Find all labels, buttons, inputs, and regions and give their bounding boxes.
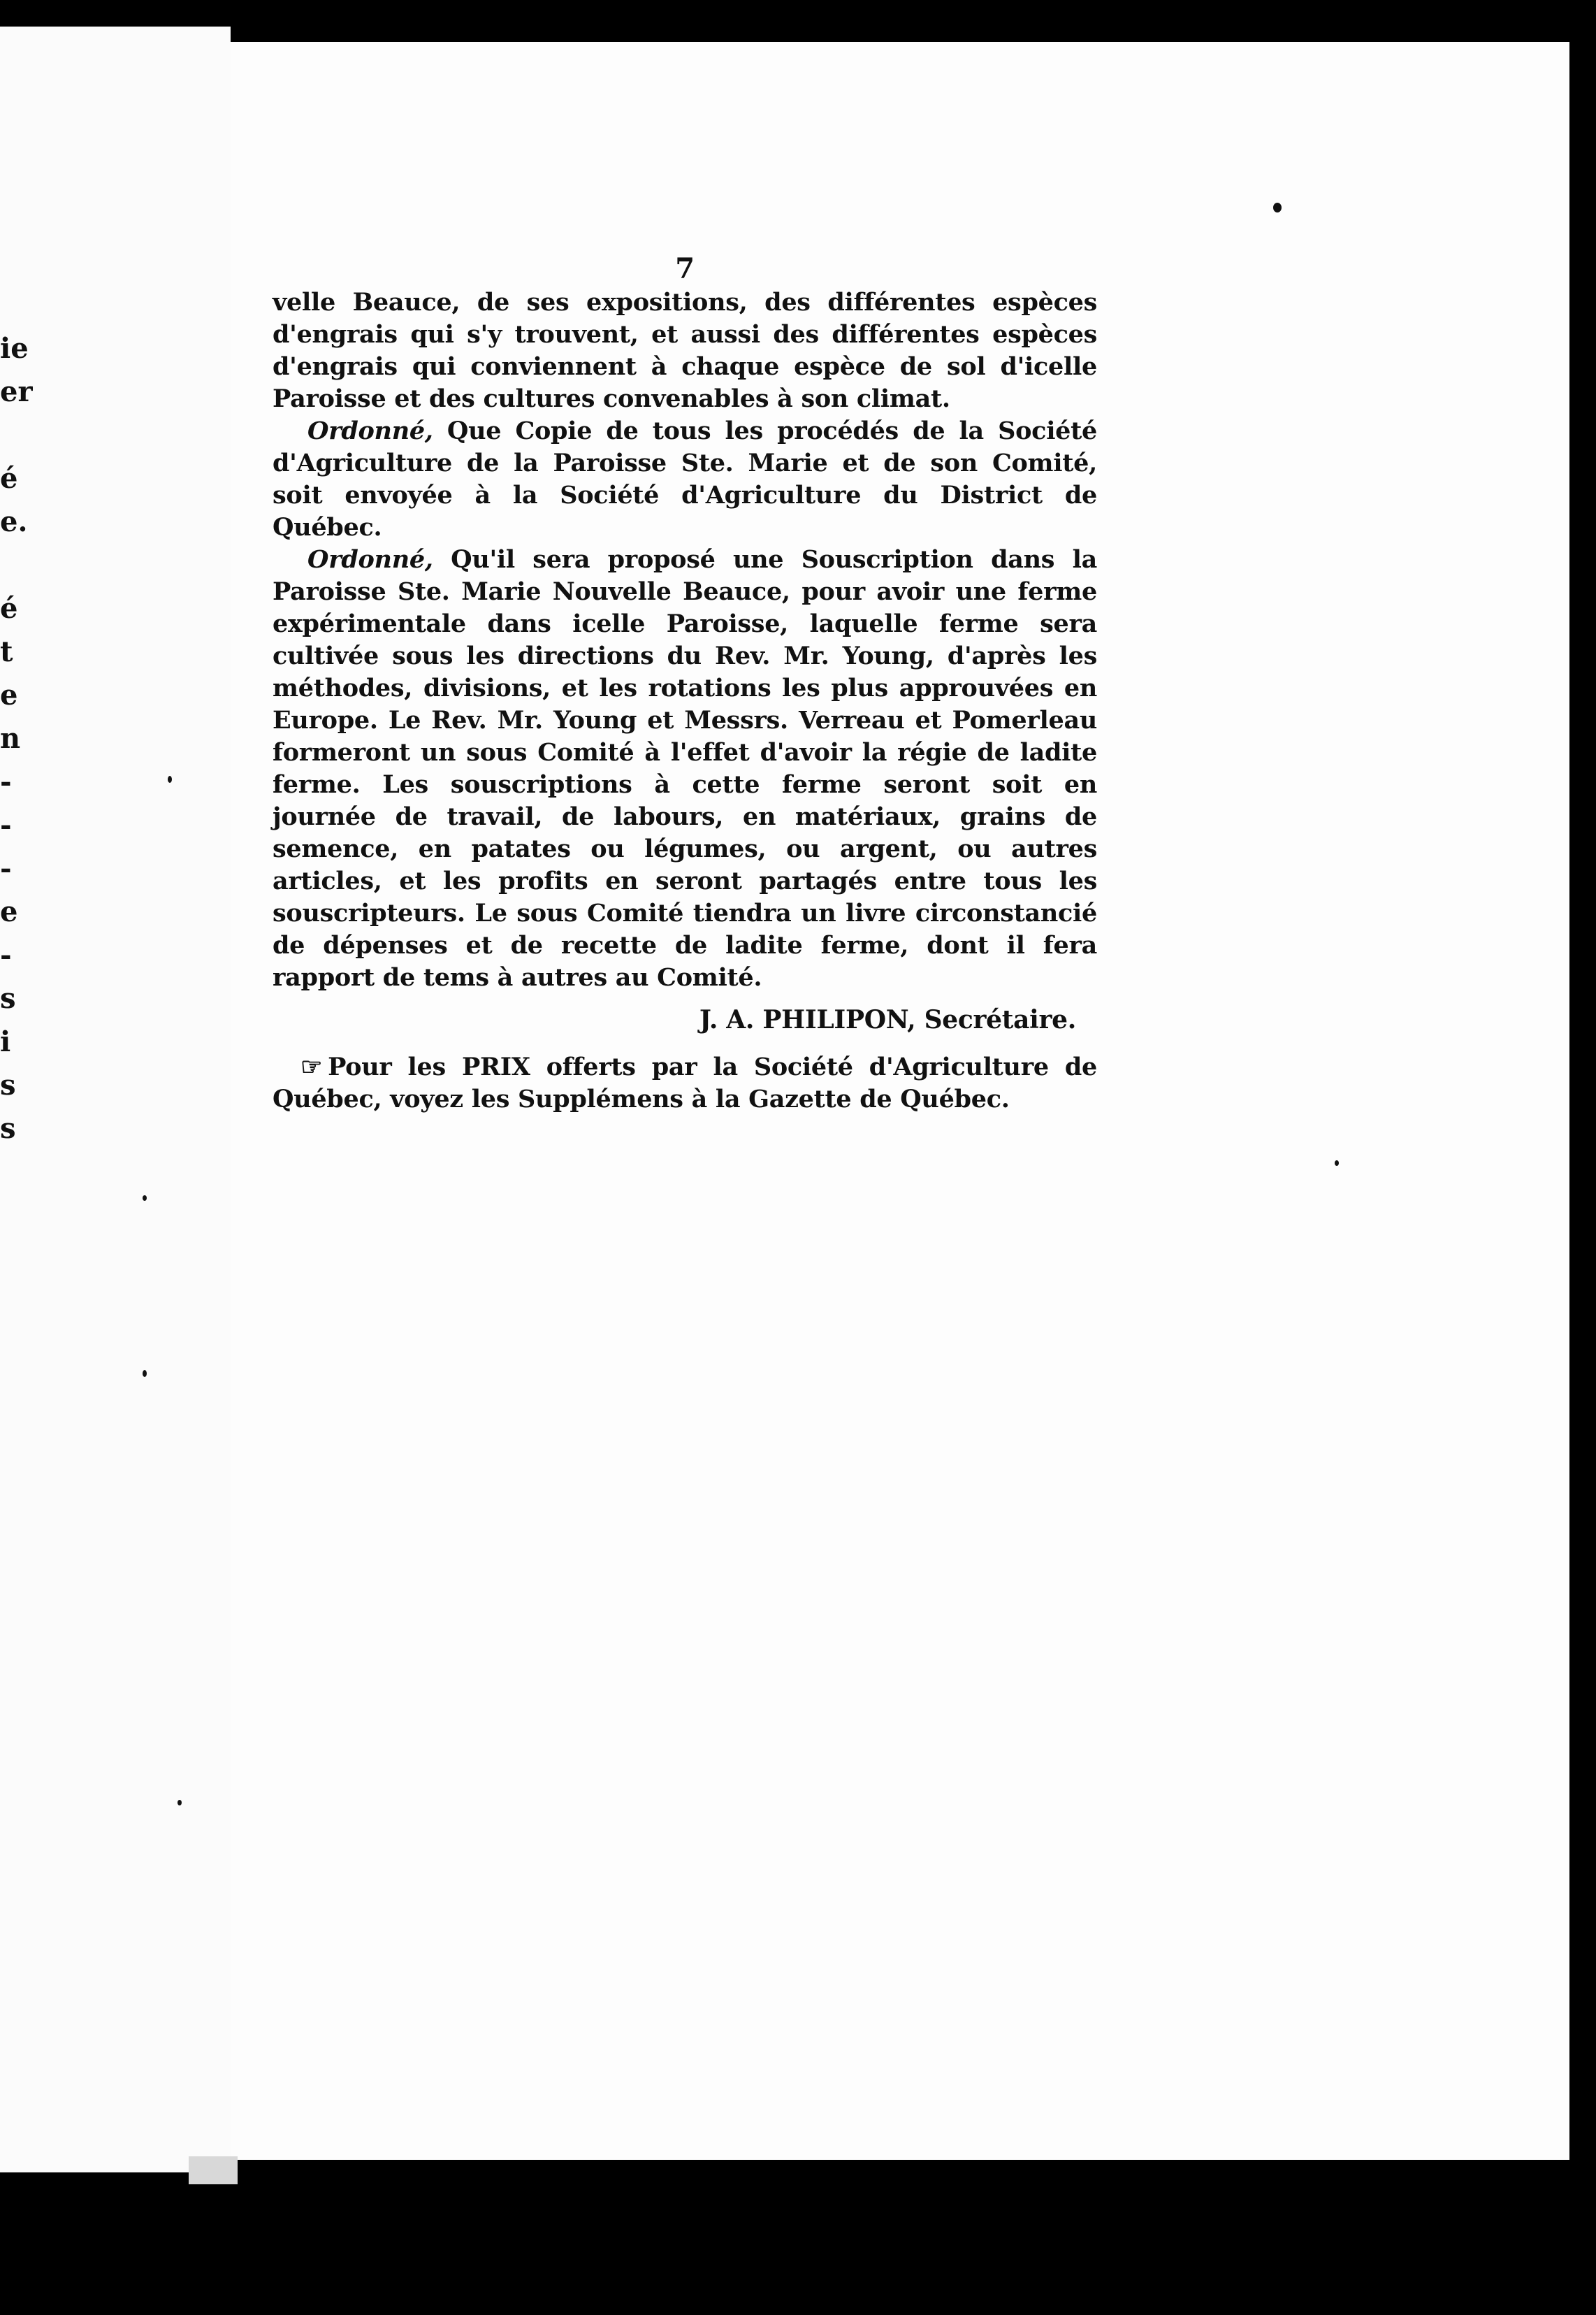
left-fringe-glyph <box>0 544 22 587</box>
left-fringe-glyph: e <box>0 895 18 928</box>
paragraph-3-lead: Ordonné, <box>307 545 433 574</box>
ink-speck <box>177 1800 182 1805</box>
left-fringe-glyph: - <box>0 852 12 885</box>
left-fringe-glyph: e. <box>0 505 28 538</box>
left-fringe-glyph: é <box>0 462 18 495</box>
ink-speck <box>1335 1160 1339 1166</box>
paragraph-1 <box>273 287 1097 415</box>
left-fringe-glyph: - <box>0 765 12 798</box>
pointing-hand-icon: ☞ <box>300 1053 323 1081</box>
left-fringe-glyph: ie <box>0 332 29 365</box>
left-fringe-glyph: i <box>0 1025 11 1058</box>
paragraph-1-text: velle Beauce, de ses expositions, des différentes espèces d'engrais qui s'y trouvent, et aussi des différentes espèces d'engrais qui conviennent à chaque espèce de sol d'icelle Paroisse et des cultures convenables à son climat. <box>273 288 1097 413</box>
ink-speck <box>1273 203 1282 212</box>
paragraph-2-lead: Ordonné, <box>307 417 433 445</box>
left-fringe-glyph: er <box>0 375 33 408</box>
left-fringe-glyph: t <box>0 635 13 668</box>
left-fringe-glyph: - <box>0 809 12 842</box>
paragraph-3-text: Qu'il sera proposé une Souscription dans la Paroisse Ste. Marie Nouvelle Beauce, pour avoir une ferme expérimentale dans icelle Paroisse, laquelle ferme sera cultivée sous les directions du Rev. Mr. Young, d'après les méthodes, divisions, et les rotations les plus approuvées en Europe. Le Rev. Mr. Young et Messrs. Verreau et Pomerleau formeront un sous Comité à l'effet d'avoir la régie de ladite ferme. Les souscriptions à cette ferme seront soit en journée de travail, de labours, en matériaux, grains de semence, en patates ou légumes, ou argent, ou autres articles, et les profits en seront partagés entre tous les souscripteurs. Le sous Comité tiendra un livre circonstancié de dépenses et de recette de ladite ferme, dont il fera rapport de tems à autres au Comité. <box>273 545 1097 992</box>
left-fringe-glyph: s <box>0 1112 16 1145</box>
page-number: 7 <box>675 252 695 285</box>
left-fringe-glyph: é <box>0 592 18 625</box>
ink-speck <box>143 1370 147 1377</box>
left-facing-page <box>0 27 231 2172</box>
prize-notice-text: Pour les PRIX offerts par la Société d'Agriculture de Québec, voyez les Supplémens à la Gazette de Québec. <box>273 1053 1097 1113</box>
document-text <box>273 252 1097 1140</box>
paragraph-3 <box>273 544 1097 994</box>
ink-speck <box>168 776 172 783</box>
paragraph-2-text: Que Copie de tous les procédés de la Société d'Agriculture de la Paroisse Ste. Marie et de son Comité, soit envoyée à la Société d'Agriculture du District de Québec. <box>273 417 1097 542</box>
left-fringe-glyph: s <box>0 1069 16 1102</box>
page-spine <box>189 2156 238 2184</box>
left-fringe-glyph <box>0 414 22 457</box>
left-fringe-glyph: e <box>0 679 18 712</box>
left-fringe-glyph: n <box>0 722 21 755</box>
left-fringe-glyph: - <box>0 939 12 972</box>
paragraph-2 <box>273 415 1097 544</box>
signature: J. A. PHILIPON, Secrétaire. <box>699 1005 1076 1034</box>
ink-speck <box>143 1195 147 1201</box>
left-fringe-glyph: s <box>0 982 16 1015</box>
left-page-text-fringe <box>0 327 33 1151</box>
prize-notice <box>273 1051 1097 1116</box>
